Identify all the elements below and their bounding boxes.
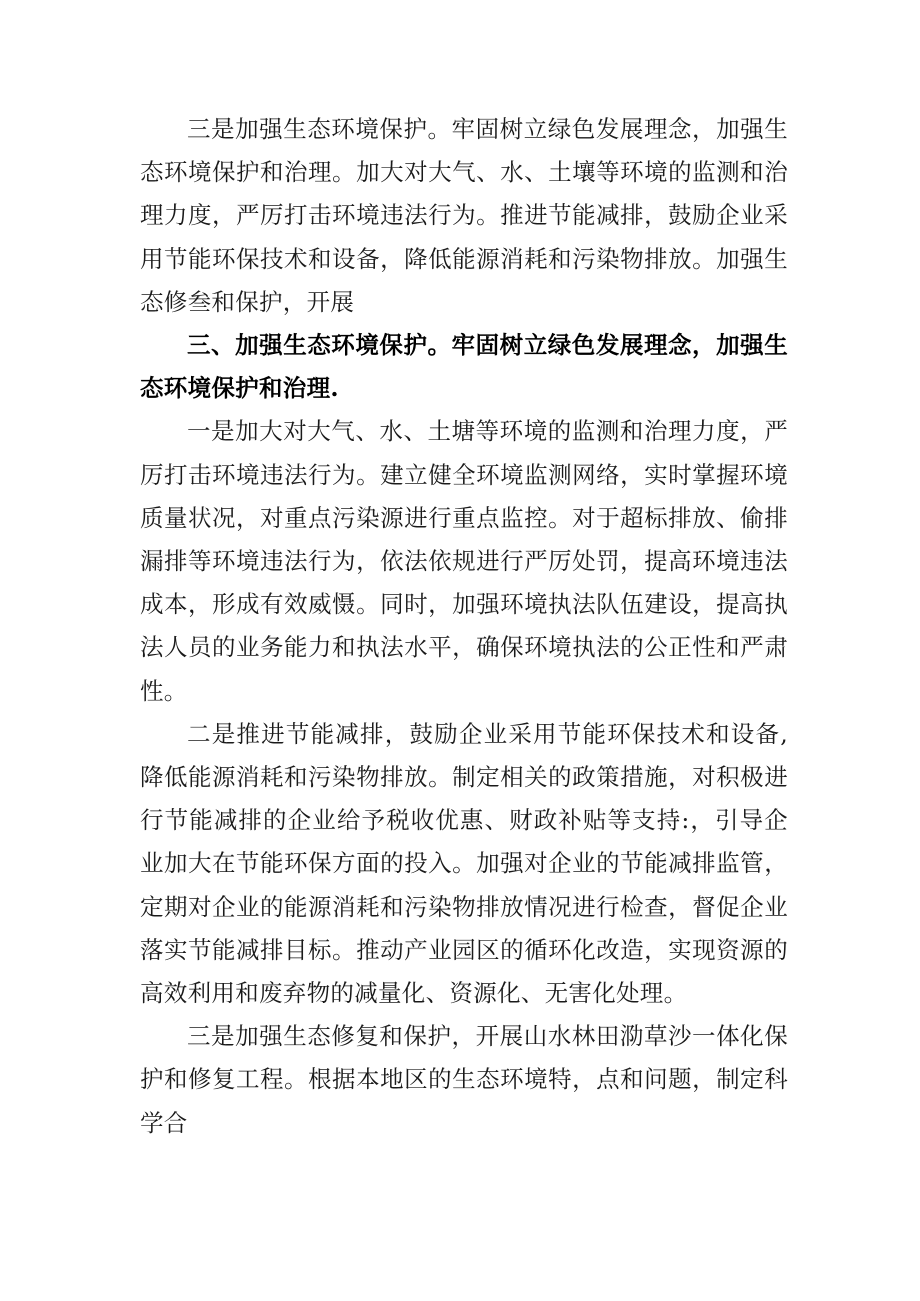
- paragraph-point-two: 二是推进节能减排，鼓励企业采用节能环保技术和设备,降低能源消耗和污染物排放。制定相关的政策措施，对积极进行节能减排的企业给予税收优惠、财政补贴等支持:，引导企业加大在节能环保方面的投入。加强对企业的节能减排监管，定期对企业的能源消耗和污染物排放情况进行检查，督促企业落实节能减排目标。推动产业园区的循环化改造，实现资源的高效利用和废弃物的减量化、资源化、无害化处理。: [140, 719, 788, 1008]
- paragraph-point-three: 三是加强生态修复和保护，开展山水林田泐草沙一体化保护和修复工程。根据本地区的生态环境特，点和问题，制定科学合: [140, 1022, 788, 1137]
- section-heading: 三、加强生态环境保护。牢固树立绿色发展理念，加强生态环境保护和治理.: [140, 331, 788, 403]
- document-body: [140, 108, 788, 1145]
- paragraph-intro: 三是加强生态环境保护。牢固树立绿色发展理念，加强生态环境保护和治理。加大对大气、水、土壤等环境的监测和治理力度，严厉打击环境违法行为。推进节能减排，鼓励企业采用节能环保技术和设备，降低能源消耗和污染物排放。加强生态修叁和保护，开展: [140, 115, 788, 316]
- paragraph-point-one: 一是加大对大气、水、土塘等环境的监测和治理力度，严厉打击环境违法行为。建立健全环境监测网络，实时掌握环境质量状况，对重点污染源进行重点监控。对于超标排放、偷排漏排等环境违法行为，依法依规进行严厉处罚，提高环境违法成本，形成有效威慑。同时，加强环境执法队伍建设，提高执法人员的业务能力和执法水平，确保环境执法的公正性和严肃性。: [140, 417, 788, 705]
